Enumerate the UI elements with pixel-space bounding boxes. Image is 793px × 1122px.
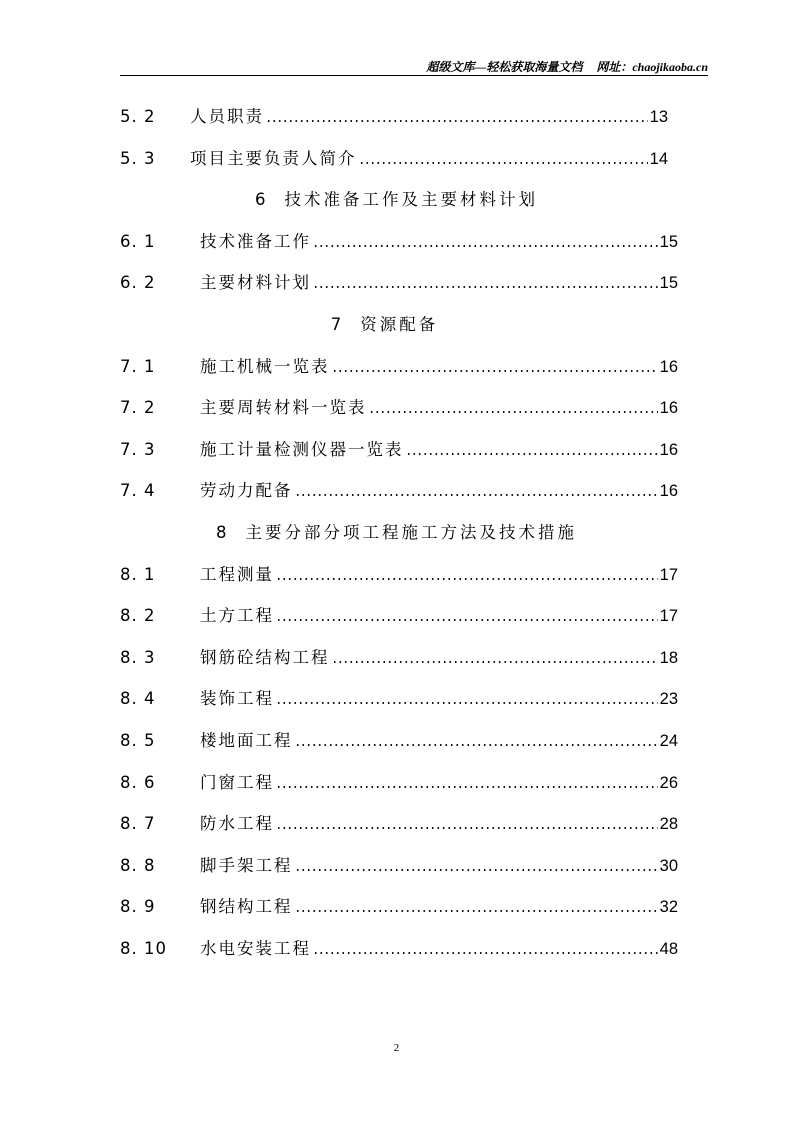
entry-title: 脚手架工程 — [200, 855, 293, 875]
entry-number: 8. 7 — [120, 814, 156, 834]
entry-page: 17 — [659, 607, 678, 626]
entry-number: 8. 9 — [120, 897, 156, 917]
entry-title: 门窗工程 — [200, 772, 274, 792]
page-number: 2 — [393, 1042, 400, 1054]
entry-number: 8. 6 — [120, 772, 156, 792]
dot-leader — [313, 230, 658, 254]
section-heading — [0, 521, 793, 545]
toc-entry[interactable] — [120, 687, 678, 711]
entry-title: 楼地面工程 — [200, 731, 293, 750]
dot-leader — [276, 687, 658, 711]
entry-number: 8. 3 — [120, 647, 156, 667]
toc-entry[interactable] — [120, 271, 678, 295]
section-heading — [0, 188, 793, 212]
entry-page: 15 — [659, 232, 678, 251]
entry-page: 13 — [649, 108, 668, 126]
toc-entry[interactable] — [120, 396, 678, 420]
entry-title: 装饰工程 — [200, 689, 274, 709]
entry-title: 工程测量 — [200, 564, 274, 584]
entry-page: 28 — [659, 815, 678, 834]
entry-page: 14 — [649, 149, 668, 168]
dot-leader — [332, 646, 658, 670]
toc-entry[interactable] — [120, 895, 678, 919]
entry-page: 15 — [659, 274, 678, 293]
heading-number: 7 — [330, 315, 345, 334]
toc-entry[interactable] — [120, 355, 678, 379]
toc-entry[interactable] — [120, 147, 668, 171]
entry-number: 7. 4 — [120, 481, 156, 501]
entry-page: 24 — [659, 732, 678, 750]
dot-leader — [313, 271, 658, 295]
dot-leader — [295, 479, 658, 503]
entry-page: 16 — [659, 399, 678, 418]
entry-number: 8. 8 — [120, 855, 156, 875]
dot-leader — [295, 729, 658, 753]
entry-title: 主要周转材料一览表 — [200, 398, 367, 418]
dot-leader — [276, 604, 658, 628]
entry-title: 劳动力配备 — [200, 481, 293, 501]
dot-leader — [276, 812, 658, 836]
entry-number: 8. 4 — [120, 689, 156, 709]
heading-title: 资源配备 — [360, 315, 439, 334]
dot-leader — [359, 147, 648, 171]
section-heading — [0, 313, 781, 337]
entry-title: 人员职责 — [190, 107, 264, 126]
entry-title: 水电安装工程 — [200, 939, 311, 958]
toc-entry[interactable] — [120, 604, 678, 628]
entry-page: 16 — [659, 440, 678, 459]
entry-title: 项目主要负责人简介 — [190, 148, 357, 168]
entry-title: 钢筋砼结构工程 — [200, 647, 330, 667]
dot-leader — [295, 854, 658, 878]
entry-page: 23 — [659, 690, 678, 709]
entry-number: 8. 5 — [120, 731, 156, 750]
toc-entry[interactable] — [120, 937, 678, 961]
entry-number: 8. 10 — [120, 939, 167, 958]
heading-number: 8 — [216, 523, 230, 542]
entry-page: 26 — [659, 773, 678, 792]
dot-leader — [266, 105, 648, 129]
entry-page: 16 — [659, 482, 678, 501]
entry-title: 主要材料计划 — [200, 273, 311, 293]
heading-title: 主要分部分项工程施工方法及技术措施 — [245, 523, 577, 542]
entry-number: 8. 1 — [120, 564, 156, 584]
toc-entry[interactable] — [120, 563, 678, 587]
entry-page: 30 — [659, 856, 678, 875]
entry-number: 5. 3 — [120, 148, 156, 168]
entry-number: 7. 2 — [120, 398, 156, 418]
dot-leader — [332, 355, 658, 379]
header-url: 网址：chaojikaoba.cn — [596, 60, 708, 74]
dot-leader — [406, 438, 658, 462]
header-rule — [120, 75, 708, 76]
entry-page: 16 — [659, 357, 678, 376]
dot-leader — [276, 563, 658, 587]
entry-number: 7. 1 — [120, 356, 156, 376]
toc-entry[interactable] — [120, 812, 678, 836]
entry-page: 17 — [659, 565, 678, 584]
toc-entry[interactable] — [120, 729, 678, 753]
dot-leader — [276, 771, 658, 795]
entry-page: 18 — [659, 648, 678, 667]
entry-title: 钢结构工程 — [200, 897, 293, 917]
entry-title: 防水工程 — [200, 814, 274, 834]
entry-page: 32 — [659, 898, 678, 917]
entry-title: 技术准备工作 — [200, 231, 311, 251]
dot-leader — [295, 895, 658, 919]
toc-entry[interactable] — [120, 854, 678, 878]
dot-leader — [313, 937, 658, 961]
entry-number: 6. 1 — [120, 231, 156, 251]
page-header — [426, 58, 708, 75]
toc-entry[interactable] — [120, 771, 678, 795]
toc-entry[interactable] — [120, 479, 678, 503]
heading-number: 6 — [255, 190, 269, 210]
entry-title: 施工机械一览表 — [200, 356, 330, 376]
heading-title: 技术准备工作及主要材料计划 — [284, 190, 538, 210]
toc-entry[interactable] — [120, 230, 678, 254]
entry-number: 5. 2 — [120, 107, 156, 126]
toc-entry[interactable] — [120, 438, 678, 462]
toc-entry[interactable] — [120, 646, 678, 670]
entry-title: 施工计量检测仪器一览表 — [200, 439, 404, 459]
header-site: 超级文库—轻松获取海量文档 — [426, 60, 583, 74]
entry-page: 48 — [659, 940, 678, 958]
entry-title: 土方工程 — [200, 606, 274, 626]
toc-entry[interactable] — [120, 105, 668, 129]
entry-number: 7. 3 — [120, 439, 156, 459]
entry-number: 8. 2 — [120, 606, 156, 626]
dot-leader — [369, 396, 658, 420]
entry-number: 6. 2 — [120, 273, 156, 293]
